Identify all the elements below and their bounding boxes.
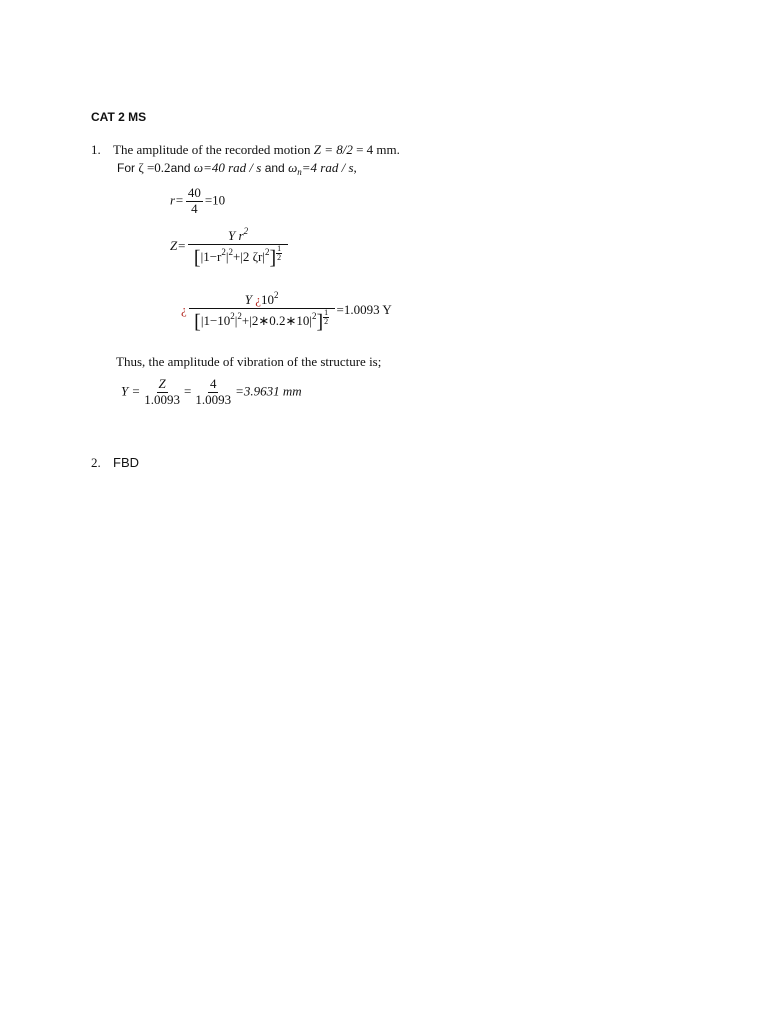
omega-n-subscript: n (297, 167, 302, 177)
page-heading: CAT 2 MS (91, 110, 147, 124)
r-numerator: 40 (187, 185, 201, 200)
r-rhs: =10 (204, 192, 226, 208)
equation-substitution (181, 290, 392, 332)
substitution-fraction (189, 290, 335, 332)
omega-n-symbol: ω (288, 160, 298, 175)
z-half-exponent: $\frac{1}{2}$ (277, 243, 282, 262)
q2-number: 2. (91, 455, 101, 470)
q1-line2 (117, 160, 357, 177)
q1-line1-math: Z = 8/2 (313, 142, 353, 157)
substitution-denominator: $[|1-10^2|^2+|2∗0.2∗10|^2]$ $\frac{1}{2}$ (194, 307, 329, 333)
q2-text: FBD (113, 455, 139, 470)
equation-r (170, 186, 225, 217)
z-denominator: [$|1-r^2|^2+|2$ $\zeta r|^2$] $\frac{1}{2}$ (193, 243, 282, 269)
y-lhs: Y = (121, 383, 141, 399)
equation-y (121, 377, 302, 408)
y-fraction-2 (193, 377, 233, 408)
zeta-expr: ζ =0.2 (138, 160, 171, 175)
z-numerator: Y $r^2$ (188, 226, 288, 245)
y-rhs: =3.9631 mm (235, 383, 302, 399)
q1-line1-text: The amplitude of the recorded motion (113, 142, 314, 157)
thus-statement: Thus, the amplitude of vibration of the structure is; (116, 354, 382, 369)
omega-n-expr: =4 rad / s (301, 160, 354, 175)
substitution-half-exponent: $\frac{1}{2}$ (324, 307, 329, 326)
q1-line1-end: = 4 mm. (352, 142, 400, 157)
r-denominator: 4 (191, 200, 198, 216)
y-denominator-2: 1.0093 (195, 391, 232, 407)
z-fraction (188, 226, 288, 268)
y-numerator-1: Z (158, 376, 166, 391)
y-denominator-1: 1.0093 (144, 391, 181, 407)
substitution-numerator: Y ¿$10^2$ (189, 290, 335, 309)
omega-expr: ω=40 rad / s (193, 160, 262, 175)
y-equals: = (184, 383, 192, 399)
equation-z (170, 226, 290, 268)
z-lhs: Z= (170, 237, 187, 253)
r-fraction (186, 186, 203, 217)
placeholder-symbol: ¿ (181, 301, 187, 317)
substitution-rhs: =1.0093 Y (336, 301, 392, 317)
q1-for-label: For (117, 161, 139, 175)
line2-comma: , (353, 160, 357, 175)
q1-line1 (113, 142, 400, 158)
y-numerator-2: 4 (209, 376, 217, 391)
q1-number: 1. (91, 142, 101, 157)
r-lhs: r= (170, 192, 184, 208)
and-label-1: and (170, 161, 194, 175)
and-label-2: and (261, 161, 289, 175)
y-fraction-1 (142, 377, 182, 408)
